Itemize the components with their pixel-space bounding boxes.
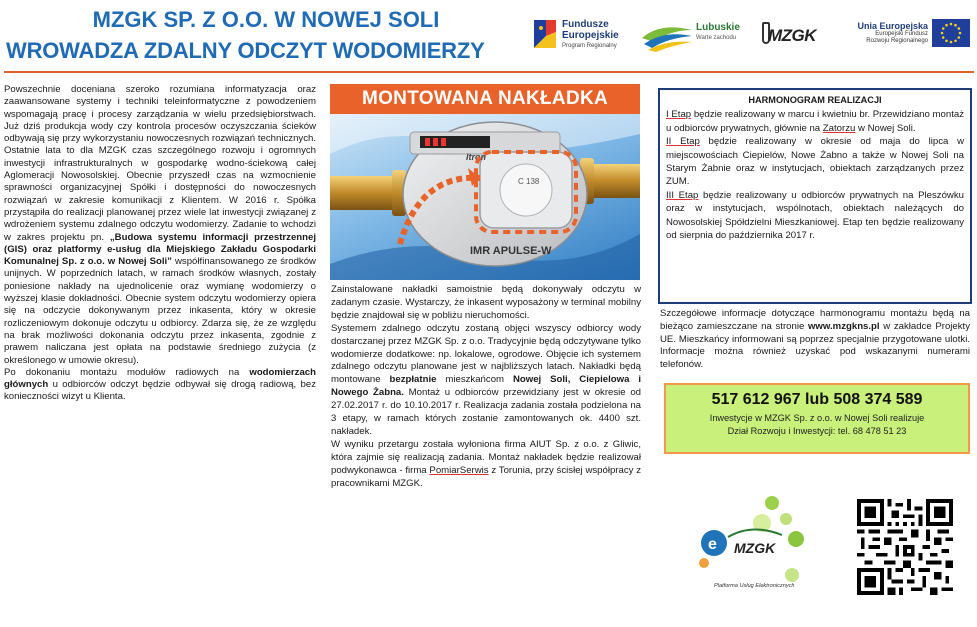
module-label: IMR APULSE-W	[470, 245, 552, 257]
contractor-name: PomiarSerwis	[429, 464, 489, 476]
lubuskie-name: Lubuskie	[696, 22, 740, 33]
ue-name: Unia Europejska	[857, 21, 928, 31]
intro-article	[4, 84, 316, 404]
website-link[interactable]: www.mzgkns.pl	[807, 320, 880, 332]
platform-tagline: Platforma Usług Elektronicznych	[714, 583, 795, 589]
meter-banner	[330, 84, 640, 280]
water-meter-photo	[330, 114, 640, 280]
module-code: C 138	[518, 177, 540, 186]
svg-text:e: e	[708, 536, 717, 553]
unia-europejska-logo	[852, 10, 974, 62]
title-line-1: MZGK SP. Z O.O. W NOWEJ SOLI	[92, 7, 440, 32]
contact-line-1: Inwestycje w MZGK Sp. z o.o. w Nowej Soli realizuje	[709, 413, 925, 423]
fe-name-1: Fundusze	[562, 19, 609, 30]
lubuskie-sub: Warte zachodu	[696, 35, 737, 41]
qr-code-icon[interactable]	[857, 499, 953, 595]
title-line-2: WROWADZA ZDALNY ODCZYT WODOMIERZY	[6, 38, 485, 63]
phone-numbers: 517 612 967 lub 508 374 589	[711, 391, 923, 408]
meter-brand: Itron	[466, 152, 486, 162]
ue-sub-1: Europejski Fundusz	[875, 31, 928, 37]
fe-flag-icon	[532, 16, 558, 52]
schedule-stage-3: III Etap będzie realizowany u odbiorców prywatnych na Pleszówku oraz w instytucjach, wspólnotach, obiektach należących do Nowosolskiej Spółdzielni Mieszkaniowej. Etap ten będzie realizowany od sierpnia do października 2017 r.	[666, 189, 964, 242]
platform-name: MZGK	[734, 540, 776, 556]
installation-paragraph-3: W wyniku przetargu została wyłoniona firma AIUT Sp. z o.o. z Gliwic, która zajmie się realizacją zadania. Montaż nakładek będzie realizował podwykonawca - firma PomiarSerwis z Torunia, przy ścisłej współpracy z pracownikami MZGK.	[331, 438, 641, 489]
mzgk-logo	[758, 10, 830, 62]
lubuskie-wave-icon	[640, 20, 694, 52]
radio-reading-paragraph: Po dokonaniu montażu modułów radiowych na wodomierzach głównych u odbiorców odczyt będzie odbywał się drogą radiową, bez konieczności wizyt u Klienta.	[4, 366, 316, 403]
contact-line-2: Dział Rozwoju i Inwestycji: tel. 68 478 51 23	[727, 426, 907, 436]
water-meter-illustration	[330, 114, 640, 280]
schedule-title: HARMONOGRAM REALIZACJI	[748, 95, 882, 105]
sponsor-logos	[530, 10, 975, 62]
schedule-stage-2: II Etap będzie realizowany w okresie od maja do lipca w miejscowościach Ciepielów, Nowe Żabno a także w Nowej Soli na Starym Żabnie oraz w instytucjach, obiektach zarządzanych przez ZUM.	[666, 136, 964, 188]
banner-title: MONTOWANA NAKŁADKA	[330, 84, 640, 114]
page-title	[6, 4, 526, 66]
installation-article	[331, 284, 641, 491]
info-paragraph: Szczegółowe informacje dotyczące harmonogramu montażu będą na bieżąco zamieszczane na stronie www.mzgkns.pl w zakładce Projekty UE. Mieszkańcy informowani są poprzez specjalnie przygotowane ulotki. Informacje można również uzyskać pod wskazanymi numerami telefonów.	[660, 308, 971, 371]
contact-box	[664, 383, 970, 454]
ue-sub-2: Rozwoju Regionalnego	[866, 38, 928, 44]
bubble-icon	[765, 496, 779, 510]
intro-paragraph: Powszechnie doceniana szeroko rozumiana informatyzacja oraz zaawansowane systemy i techniki teleinformatyczne z powodzeniem wspomagają pracę i procesy zarządzania w wielu przedsiębiorstwach. Już dziś produkcja wody czy kontrola procesów oczyszczania ścieków odbywają się przy wykorzystaniu nowoczesnych rozwiązań technicznych. Ostatnie lata to dla MZGK czas szczególnego rozwoju i ogromnych inwestycji infrastrukturalnych w gospodarkę wodno-ściekową całej Aglomeracji Nowosolskiej. Obecnie przyszedł czas na wzmocnienie sprawności organizacyjnej Spółki i dostępności do nowoczesnych rozwiązań w zakresie komunikacji z Klientem. W 2016 r. Spółka przystąpiła do realizacji planowanej przez wiele lat inwestycji związanej z wdrożeniem systemu zdalnego odczytu wodomierzy. Zadanie to wchodzi w zakres projektu pn. „Budowa systemu informacji przestrzennej (GIS) oraz platformy e-usług dla Miejskiego Zakładu Gospodarki Komunalnej Sp. z o.o. w Nowej Soli” współfinansowanego ze środków unijnych. W poprzednich latach, w ramach środków własnych, zostały poniesione nakłady na ujednolicenie oraz wymianę wodomierzy o wyższej klasie dokładności. Obecnie system odczytu wodomierzy opiera się na odczycie dokonywanym przez inkasenta, który w okresie rozliczeniowym dokonuje odczytu u odbiorcy. Zdarza się, że ze względu na brak możliwości dokonania odczytu przez inkasenta, zgodnie z prawem naliczana jest opłata na podstawie średniego zużycia (z określonego w umowie okresu).	[4, 84, 317, 366]
schedule-stage-1: I Etap będzie realizowany w marcu i kwietniu br. Przewidziano montaż u odbiorców prywatnych, głównie na Zatorzu w Nowej Soli.	[666, 109, 964, 134]
header-divider	[4, 71, 974, 73]
fundusze-europejskie-logo	[532, 10, 637, 62]
fe-name-2: Europejskie	[562, 30, 619, 41]
project-name: „Budowa systemu informacji przestrzennej (GIS) oraz platformy e-usług dla Miejskiego Zakładu Gospodarki Komunalnej Sp. z o.o. w Nowej Soli”	[4, 231, 317, 268]
eu-flag-icon	[932, 19, 970, 47]
installation-paragraph-2: Systemem zdalnego odczytu zostaną objęci wszyscy odbiorcy wody dostarczanej przez MZGK Sp. z o.o. Tradycyjnie będą odczytywane tylko wodomierze dodatkowe: np. lokalowe, ogrodowe. Objęcie ich systemem zdalnego odczytu planowane jest w najbliższych latach. Nakładki będą montowane bezpłatnie mieszkańcom Nowej Soli, Ciepielowa i Nowego Żabna. Montaż u odbiorców przewidziany jest w okresie od 27.02.2017 r. do 10.10.2017 r. Realizacja zadania została podzielona na 3 etapy, w ramach których zostanie zamontowanych ok. 4400 szt. nakładek.	[331, 322, 642, 437]
schedule-box	[658, 88, 972, 304]
platform-logo	[692, 493, 816, 601]
lubuskie-logo	[640, 10, 740, 62]
installation-paragraph-1: Zainstalowane nakładki samoistnie będą dokonywały odczytu w zadanym czasie. Wystarczy, że inkasent wyposażony w terminal mobilny będzie znajdował się w pobliżu nieruchomości.	[331, 284, 641, 321]
fe-sub: Program Regionalny	[562, 43, 617, 49]
mzgk-name: MZGK	[768, 26, 817, 45]
